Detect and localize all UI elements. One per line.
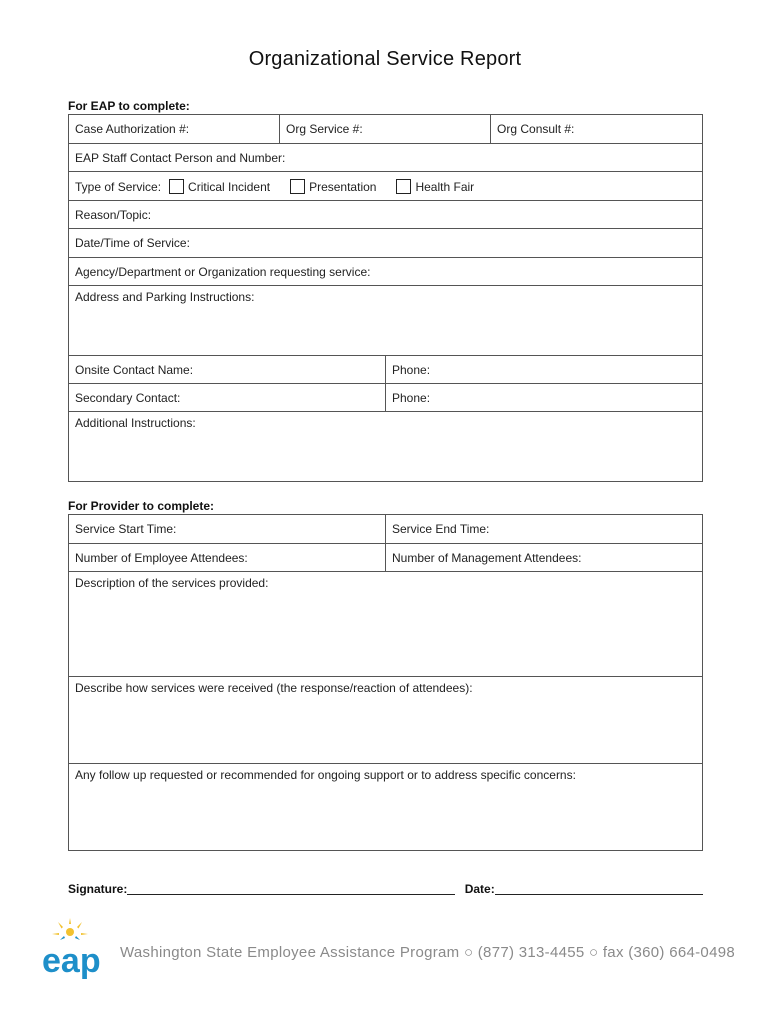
health-fair-checkbox[interactable] [396,179,411,194]
date-label: Date: [464,882,495,896]
presentation-checkbox[interactable] [290,179,305,194]
agency-field[interactable]: Agency/Department or Organization requesting service: [69,258,703,286]
provider-form-table [68,514,703,851]
case-authorization-field[interactable]: Case Authorization #: [69,115,280,144]
description-field[interactable]: Description of the services provided: [69,572,703,677]
reason-topic-field[interactable]: Reason/Topic: [69,201,703,229]
eap-section-heading: For EAP to complete: [68,99,190,113]
org-service-field[interactable]: Org Service #: [280,115,491,144]
onsite-phone-field[interactable]: Phone: [386,356,703,384]
management-attendees-field[interactable]: Number of Management Attendees: [386,544,703,572]
date-time-field[interactable]: Date/Time of Service: [69,229,703,258]
signature-label: Signature: [68,882,128,896]
additional-instructions-field[interactable]: Additional Instructions: [69,412,703,482]
follow-up-field[interactable]: Any follow up requested or recommended for ongoing support or to address specific concerns: [69,764,703,851]
service-end-time-field[interactable]: Service End Time: [386,515,703,544]
service-start-time-field[interactable]: Service Start Time: [69,515,386,544]
secondary-contact-field[interactable]: Secondary Contact: [69,384,386,412]
signature-row [68,882,703,896]
employee-attendees-field[interactable]: Number of Employee Attendees: [69,544,386,572]
logo-wordmark: eap [42,942,101,980]
eap-form-table [68,114,703,482]
signature-line[interactable] [127,882,455,895]
provider-section-heading: For Provider to complete: [68,499,215,513]
presentation-label: Presentation [309,179,377,194]
secondary-phone-field[interactable]: Phone: [386,384,703,412]
footer-program-info: Washington State Employee Assistance Program ○ (877) 313-4455 ○ fax (360) 664-0498 [120,944,735,961]
date-line[interactable] [495,882,703,895]
type-of-service-row [69,172,703,201]
onsite-contact-field[interactable]: Onsite Contact Name: [69,356,386,384]
page-title: Organizational Service Report [248,48,522,70]
critical-incident-checkbox[interactable] [169,179,184,194]
services-received-field[interactable]: Describe how services were received (the response/reaction of attendees): [69,677,703,764]
address-parking-field[interactable]: Address and Parking Instructions: [69,286,703,356]
eap-logo [38,910,114,986]
staff-contact-field[interactable]: EAP Staff Contact Person and Number: [69,144,703,172]
type-of-service-label: Type of Service: [75,179,162,194]
org-consult-field[interactable]: Org Consult #: [491,115,703,144]
sun-icon [52,918,88,940]
critical-incident-label: Critical Incident [188,179,271,194]
health-fair-label: Health Fair [415,179,475,194]
